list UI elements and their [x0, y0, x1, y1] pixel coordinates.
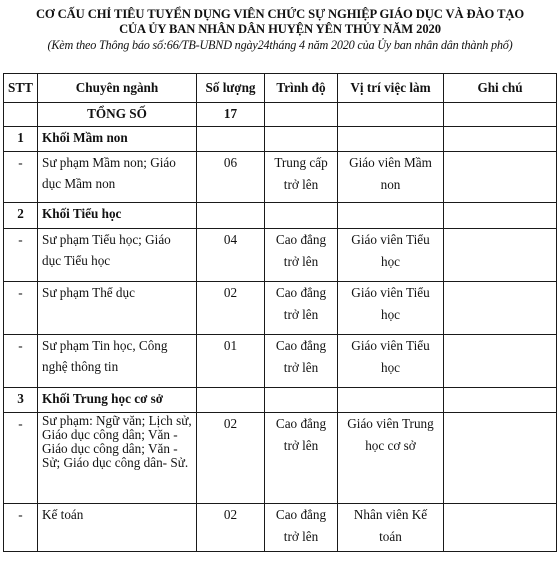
total-row [4, 103, 557, 127]
row-position: Giáo viên Mầm non [338, 152, 444, 203]
row-position: Giáo viên Tiểu học [338, 335, 444, 388]
col-header-stt: STT [4, 74, 38, 103]
row-note [444, 282, 557, 335]
row-major: Sư phạm: Ngữ văn; Lịch sử, Giáo dục công dân; Văn - Giáo dục công dân; Văn - Sử; Giáo dục công dân- Sử. [38, 413, 197, 504]
row-qty: 04 [197, 229, 265, 282]
row-major: Sư phạm Tiểu học; Giáo dục Tiểu học [38, 229, 197, 282]
row-note [444, 229, 557, 282]
col-header-note: Ghi chú [444, 74, 557, 103]
table-row [4, 504, 557, 552]
col-header-position: Vị trí việc làm [338, 74, 444, 103]
row-position: Giáo viên Tiểu học [338, 282, 444, 335]
row-level: Cao đẳng trở lên [265, 282, 338, 335]
title-line-2: CỦA ỦY BAN NHÂN DÂN HUYỆN YÊN THỦY NĂM 2020 [119, 22, 441, 36]
row-level: Cao đẳng trở lên [265, 504, 338, 552]
group-stt: 3 [4, 388, 38, 413]
group-row [4, 127, 557, 152]
row-note [444, 152, 557, 203]
row-stt: - [4, 152, 38, 203]
row-note [444, 413, 557, 504]
row-level: Cao đẳng trở lên [265, 413, 338, 504]
row-stt: - [4, 229, 38, 282]
row-qty: 01 [197, 335, 265, 388]
table-row [4, 282, 557, 335]
table-row [4, 413, 557, 504]
row-stt: - [4, 504, 38, 552]
row-qty: 02 [197, 504, 265, 552]
group-stt: 1 [4, 127, 38, 152]
row-major: Kế toán [38, 504, 197, 552]
col-header-qty: Số lượng [197, 74, 265, 103]
document-header [0, 0, 560, 53]
col-header-level: Trình độ [265, 74, 338, 103]
row-note [444, 335, 557, 388]
table-row [4, 229, 557, 282]
recruitment-table [3, 73, 557, 552]
row-position: Nhân viên Kế toán [338, 504, 444, 552]
row-stt: - [4, 335, 38, 388]
row-position: Giáo viên Trung học cơ sở [338, 413, 444, 504]
row-qty: 06 [197, 152, 265, 203]
row-stt: - [4, 282, 38, 335]
table-row [4, 335, 557, 388]
row-major: Sư phạm Thể dục [38, 282, 197, 335]
group-name: Khối Mầm non [38, 127, 197, 152]
group-name: Khối Tiểu học [38, 203, 197, 229]
row-level: Cao đẳng trở lên [265, 335, 338, 388]
row-stt: - [4, 413, 38, 504]
row-level: Cao đẳng trở lên [265, 229, 338, 282]
total-label: TỔNG SỐ [38, 103, 197, 127]
group-name: Khối Trung học cơ sở [38, 388, 197, 413]
group-row [4, 203, 557, 229]
total-qty: 17 [197, 103, 265, 127]
table-row [4, 152, 557, 203]
row-qty: 02 [197, 282, 265, 335]
row-qty: 02 [197, 413, 265, 504]
row-position: Giáo viên Tiểu học [338, 229, 444, 282]
row-major: Sư phạm Mầm non; Giáo dục Mầm non [38, 152, 197, 203]
group-row [4, 388, 557, 413]
title-line-1: CƠ CẤU CHỈ TIÊU TUYỂN DỤNG VIÊN CHỨC SỰ NGHIỆP GIÁO DỤC VÀ ĐÀO TẠO [35, 7, 525, 21]
reference-note: (Kèm theo Thông báo số:66/TB-UBND ngày24tháng 4 năm 2020 của Ủy ban nhân dân thành phố) [47, 38, 513, 52]
table-header-row [4, 74, 557, 103]
col-header-major: Chuyên ngành [38, 74, 197, 103]
row-level: Trung cấp trở lên [265, 152, 338, 203]
row-major: Sư phạm Tin học, Công nghệ thông tin [38, 335, 197, 388]
group-stt: 2 [4, 203, 38, 229]
row-note [444, 504, 557, 552]
